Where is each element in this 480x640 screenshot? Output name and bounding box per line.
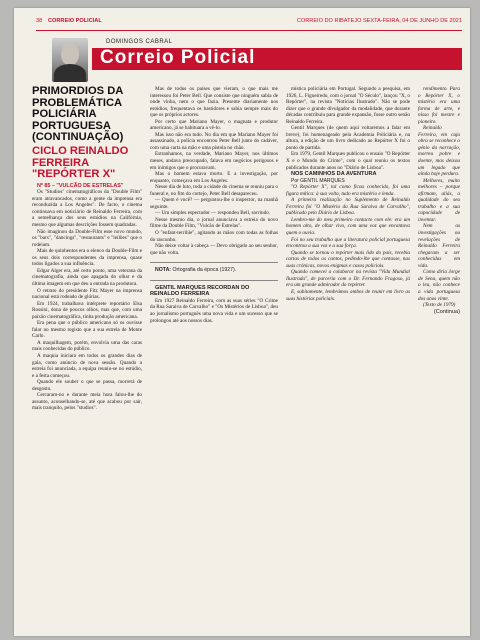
col3b-body [286, 184, 410, 302]
section-masthead [32, 38, 462, 82]
paragraph: "O Repórter X", tal como ficou conhecido, foi uma figura mítica: à sua volta, tudo era mistério e lenda. [286, 184, 410, 197]
paragraph: (Texto de 1979) [423, 302, 456, 309]
column-3 [286, 86, 410, 626]
col1-body [32, 189, 142, 412]
section-3-title: NOS CAMINHOS DA AVENTURA [291, 171, 377, 178]
paragraph: Por certo que Mariano Mayer, o magnata e produtor americano, já se habituara a vê-lo. [150, 118, 278, 132]
paragraph: Lembro-me do meu primeiro contacto com ele: era um homem alto, de olhar vivo, com uma voz que encantava quem o ouvia. [286, 216, 410, 237]
author-photo [52, 38, 88, 82]
paragraph: Edgar Alger era, até certo ponto, uma veterana da cinematografia, ainda que apagada do olhar e da última imagem em que deu a entrada na produtora. [32, 267, 142, 287]
paragraph: Em 1924, trabalhava intérprete reportário Elsa Rossini, dona de poucos olhos, mas que, com uma paixão cinematográfica, tinha produção americana. [32, 300, 142, 320]
paragraph: Foi no seu trabalho que a literatura policial portuguesa encontrou a sua voz e a sua força. [286, 236, 410, 250]
paragraph: Quando ele souber o que se passa, morrerá de desgosto. [32, 379, 142, 392]
column-1 [32, 86, 142, 626]
section-2-title: GENTIL MARQUES RECORDAN DO REINALDO FERREIRA [150, 284, 250, 298]
section-title: Correio Policial [100, 47, 256, 68]
continues-label: (Continua) [433, 308, 460, 315]
paragraph: Nem as investigações ou revelações de Reinaldo Ferreira chegaram a ser conhecidas em vida. [418, 223, 460, 269]
subhead: Nº 85 – "VULCÃO DE ESTRELAS" [37, 182, 124, 189]
paragraph: O "enfant-terrible", agitando as mãos com todas as folhas do rascunho. [150, 230, 278, 243]
paragraph: Gentil Marques (de quem aqui voltaremos a falar em breve), foi homenageado pela Academia Policiária e, na altura, a edição de um livro dedicado ao Repórter X foi o ponto de partida. [286, 125, 410, 151]
headline: PRIMÓRDIOS DA PROBLEMÁTICA POLICIÁRIA PORTUGUESA (CONTINUAÇÃO) [32, 86, 124, 144]
paragraph: Não deixe voltar à cabeça — Devo obrigado ao seu senhor, que não volta. [150, 243, 278, 256]
paragraph: Estranhamos, na verdade, Mariano Mayer, nos últimos meses, andava preocupado, falava em negócios perigosos e em inimigos que o procuravam. [150, 151, 278, 171]
column-4 [418, 86, 460, 626]
paragraph: A primeira realização no Suplemento de Reinaldo Ferreira foi "O Mistério da Rua Saraiva de Carvalho", publicado pelo Diário de Lisboa. [286, 197, 410, 217]
section-3-author: Por GENTIL MARQUES [291, 177, 345, 184]
paragraph: — Um simples espectador — respondeu Bell, sorrindo. [155, 210, 271, 217]
paragraph: mística policiária em Portugal. Segundo a pesquisa, em 1926, L. Figueiredo, com o jornal "O Século", lançou "X, o Repórter", na revista "Notícias Ilustrado". Não se pode dizer que o grande divulgador da modalidade, que durante décadas contribuiu para grande expansão, fosse outro senão Reinaldo Ferreira. [286, 86, 410, 125]
paragraph: Era pena que o público americano só os ouvisse falar no mesmo registo que a sua estrela de Monte Carlo. [32, 320, 142, 340]
paragraph: O retrato do presidente Fitz Mayer na imprensa nacional está rodeado de glórias. [32, 287, 142, 301]
page-number: 38 [36, 18, 43, 24]
paragraph: rendimento. Para o Repórter X, o mistério era uma forma de arte, e nisso foi mestre e pioneiro. [418, 86, 460, 125]
column-2 [150, 86, 278, 626]
paragraph: A maquilhagem, porém, envolvia uma das caras mais conhecidas do público. [32, 339, 142, 353]
headline-red: CICLO REINALDO FERREIRA "REPÓRTER X" [32, 144, 129, 181]
paragraph: Quando se tornou o repórter mais lido do país, recebia cartas de todos os cantos, pedindo-lhe que contasse, nas suas crónicas, novos enigmas e casos policiais. [286, 249, 410, 269]
paragraph: Reinaldo Ferreira, em cuja obra se reconhece o génio da narração, morreu pobre e doente, mas deixou um legado que ainda hoje perdura. [418, 125, 460, 178]
paragraph: E, subitamente, lembrámos ambos de reunir em livro as suas histórias policiais. [286, 288, 410, 302]
newspaper-page [14, 8, 470, 636]
paragraph: Mas isso não era tudo. No dia em que Mariano Mayer foi assassinado, a polícia encontrou Peter Bell junto do cadáver, com uma carta na mão e uma pistola no chão. [150, 131, 278, 151]
note-label: NOTA: [155, 267, 172, 274]
paragraph: Mas de todos os países que vieram, o que mais me interessou foi Peter Bell. Que consiste que ninguém sabia de onde vinha, nem o que fazia. Presente diariamente nos estúdios, frequentava os bastidores e sabia sempre mais do que os próprios actores. [150, 86, 278, 119]
paragraph: Em 1979, Gentil Marques publicou o ensaio "O Repórter X e o Mundo do Crime", com o qual reuniu os textos publicados durante anos no "Diário de Lisboa". [286, 151, 410, 171]
columnist-byline: DOMINGOS CABRAL [106, 39, 173, 45]
col3-body [286, 86, 410, 171]
paragraph: Mas o homem estava morto. E a investigação, por enquanto, começava em Los Angeles. [150, 171, 278, 184]
issue-line: CORREIO DO RIBATEJO SEXTA-FEIRA, 04 DE JUNHO DE 2021 [296, 18, 462, 24]
paragraph: Melhores, muito melhores – porque afirmam, aliás, a qualidade do seu trabalho e a sua capacidade de inventar. [418, 177, 460, 223]
paragraph: — Quem é você? — perguntou-lhe o inspector, na manhã seguinte. [150, 197, 278, 210]
paragraph: Os "Studios" cinematográficos da "Double Film" eram atravancados, como a gente da imprensa era reconduzida a Los Angeles". De facto, o cinema continuava em noticiário de Reinaldo Ferreira, com a semelhança dos seus estúdios na Califórnia, mesmo que algumas descrições fossem quadradas. [32, 189, 142, 229]
paragraph: Cercaram-no e durante meia hora falou-lhe do assunto, aconselhando-se, até que acabou por sair, mais tranquilo, pelos "studios". [32, 392, 142, 412]
running-header [36, 18, 462, 31]
divider [150, 262, 278, 263]
publication-name: CORREIO POLICIAL [48, 18, 102, 24]
paragraph: A maquia iniciara em todos os grandes dias de gala, como anúncio de nova sessão. Quando a estreia foi anunciada, a equipa reuniu-se no estúdio, e a festa começou. [32, 352, 142, 379]
paragraph: Nesse dia de luto, toda a cidade do cinema se reuniu para o funeral e, no fim do cortejo, Peter Bell desapareceu. [150, 184, 278, 197]
paragraph: Em 1927 Reinaldo Ferreira, com as suas séries "O Crime da Rua Saraiva de Carvalho" e "Os Mistérios de Lisboa", deu ao jornalismo português uma nova vida e um sucesso que se prolongou até aos nossos dias. [150, 297, 278, 324]
note [150, 267, 278, 274]
paragraph: Não imaginou da Double-Film esse novo mundo, os "bars", "dancings", "restaurants" e "leilões" que o rodeiam. [32, 228, 142, 248]
paragraph: Mais de quinhentos era o elenco da Double-Film e os seus dois correspondentes da imprensa, quase todos ligados a sua influência. [32, 248, 142, 268]
paragraph: Nesse mesmo dia, o jornal anunciava a estreia do novo filme da Double Film, "Vulcão de Estrelas". [150, 216, 278, 230]
col4-body [418, 86, 460, 309]
note-text: Ortografia da época (1927). [172, 267, 237, 274]
paragraph: Como diria Jorge de Sena, quem não o leu, não conhece a vida portuguesa dos anos vinte. [418, 269, 460, 302]
divider [150, 280, 278, 281]
paragraph: Quando comecei a colaborar na revista "Vida Mundial Ilustrada", de parceria com o Dr. Fernando Fragoso, já era um grande admirador do repórter. [286, 269, 410, 289]
col2b-body [150, 298, 278, 324]
col2-body [150, 86, 278, 256]
